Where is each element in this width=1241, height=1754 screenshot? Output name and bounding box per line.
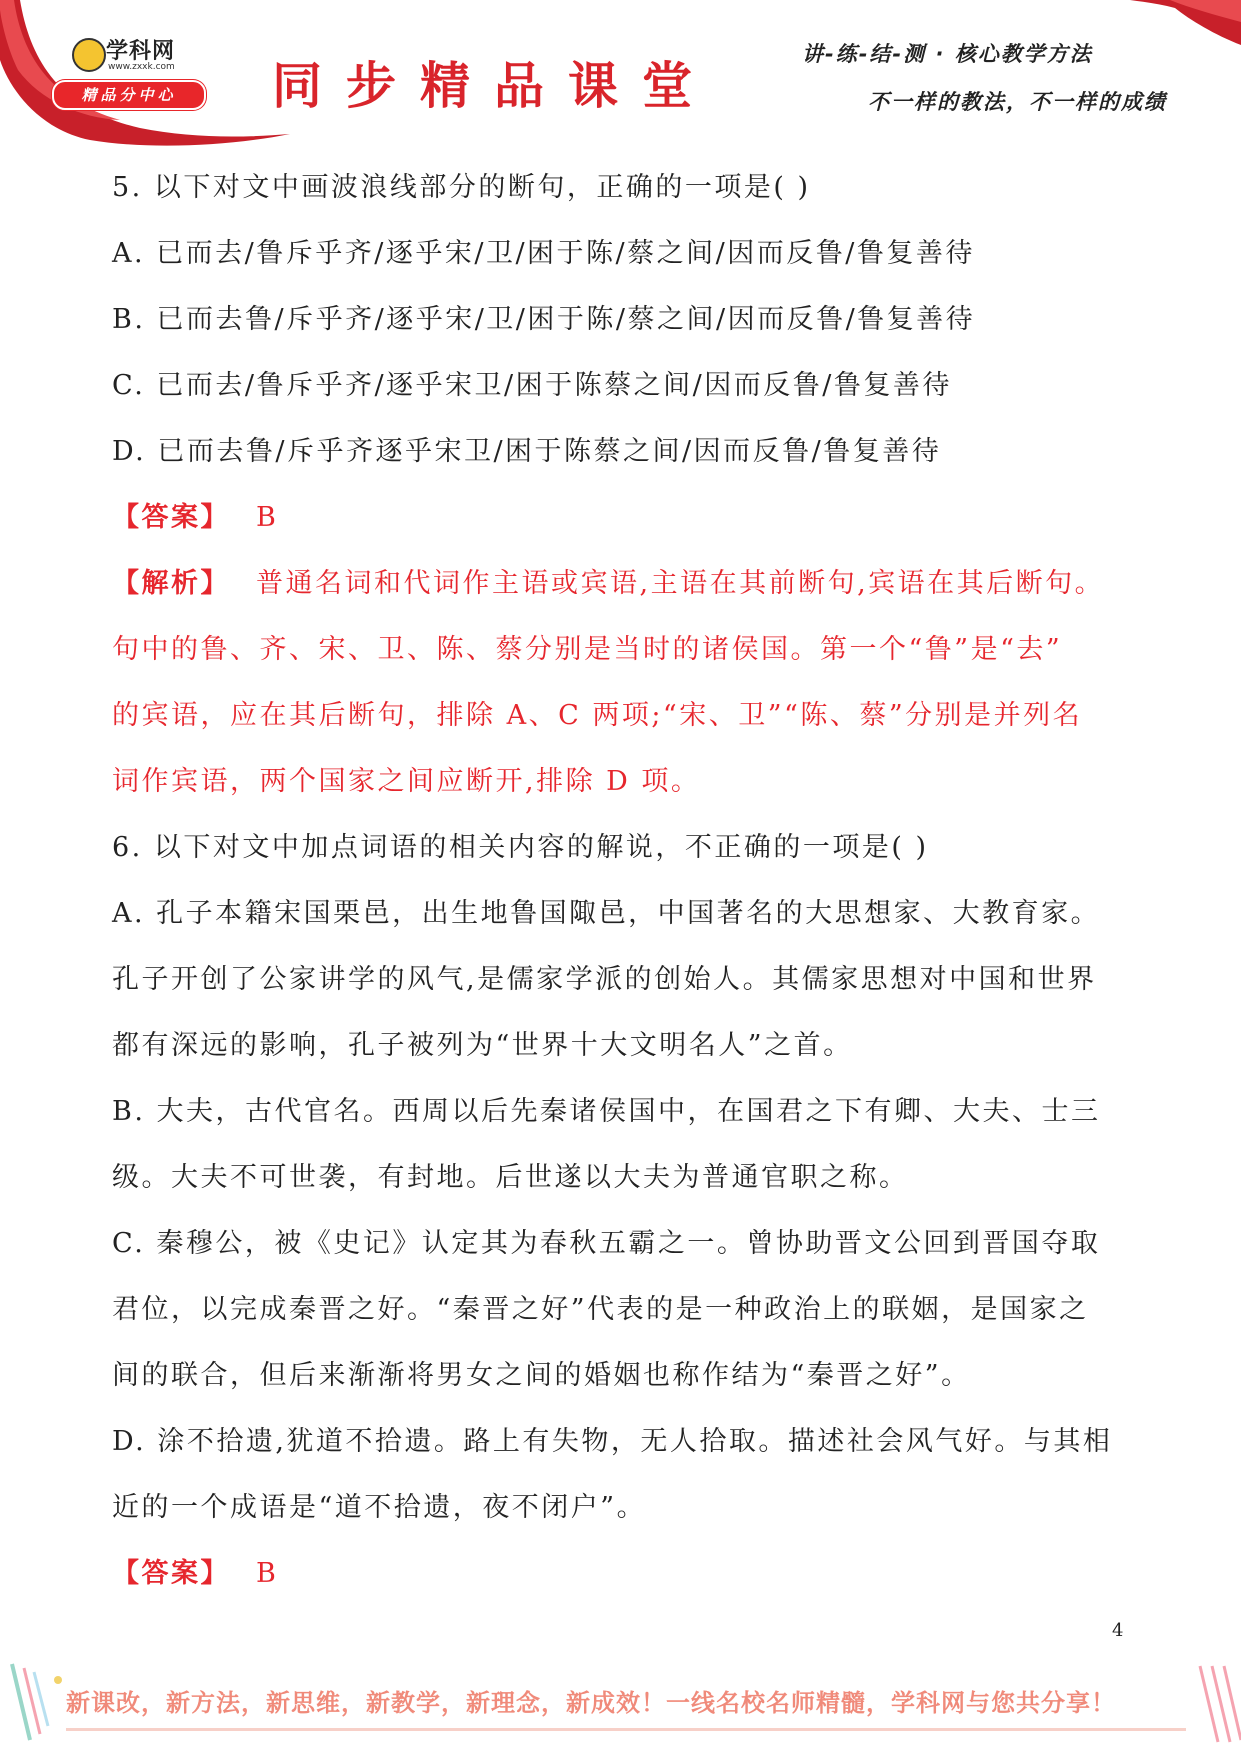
slogan-line-2: 不一样的教法，不一样的成绩	[868, 90, 1167, 114]
q5-answer: B	[256, 502, 279, 533]
logo-badge: 精品分中心	[52, 80, 206, 110]
q6-line-7: 君位，以完成秦晋之好。“秦晋之好”代表的是一种政治上的联姻，是国家之	[112, 1294, 1089, 1325]
q5-option-a: A. 已而去/鲁斥乎齐/逐乎宋/卫/困于陈/蔡之间/因而反鲁/鲁复善待	[112, 238, 975, 269]
q5-analysis-text-1: 普通名词和代词作主语或宾语,主语在其前断句,宾语在其后断句。	[256, 568, 1105, 599]
page-title: 同步精品课堂	[272, 57, 716, 115]
q6-line-2: 孔子开创了公家讲学的风气,是儒家学派的创始人。其儒家思想对中国和世界	[112, 964, 1097, 995]
q6-answer: B	[256, 1558, 279, 1589]
logo-name: 学科网	[106, 39, 176, 64]
q6-line-10: 近的一个成语是“道不拾遗，夜不闭户”。	[112, 1492, 647, 1523]
q6-line-8: 间的联合，但后来渐渐将男女之间的婚姻也称作结为“秦晋之好”。	[112, 1360, 971, 1391]
q6-answer-row	[112, 1541, 1132, 1607]
q5-option-d: D. 已而去鲁/斥乎齐逐乎宋卫/困于陈蔡之间/因而反鲁/鲁复善待	[112, 436, 942, 467]
q5-stem: 5. 以下对文中画波浪线部分的断句，正确的一项是( )	[112, 172, 811, 203]
q6-line-6: C. 秦穆公，被《史记》认定其为春秋五霸之一。曾协助晋文公回到晋国夺取	[112, 1228, 1101, 1259]
logo-url: www.zxxk.com	[108, 62, 175, 72]
q6-stem: 6. 以下对文中加点词语的相关内容的解说，不正确的一项是( )	[112, 832, 929, 863]
q6-line-3: 都有深远的影响，孔子被列为“世界十大文明名人”之首。	[112, 1030, 853, 1061]
footer-slogan: 新课改，新方法，新思维，新教学，新理念，新成效！一线名校名师精髓，学科网与您共分享！	[66, 1689, 1116, 1717]
document-body	[112, 155, 1132, 1607]
q6-line-1: A. 孔子本籍宋国栗邑，出生地鲁国陬邑，中国著名的大思想家、大教育家。	[112, 898, 1101, 929]
page-number: 4	[1112, 1620, 1124, 1641]
analysis-tag: 【解析】	[112, 568, 230, 599]
q5-analysis-line-2: 句中的鲁、齐、宋、卫、陈、蔡分别是当时的诸侯国。第一个“鲁”是“去”	[112, 634, 1063, 665]
q5-option-c: C. 已而去/鲁斥乎齐/逐乎宋卫/困于陈蔡之间/因而反鲁/鲁复善待	[112, 370, 952, 401]
mascot-icon	[72, 38, 106, 72]
q5-option-b: B. 已而去鲁/斥乎齐/逐乎宋/卫/困于陈/蔡之间/因而反鲁/鲁复善待	[112, 304, 976, 335]
answer-tag: 【答案】	[112, 1558, 230, 1589]
logo	[52, 30, 202, 110]
q5-analysis-line-1	[112, 551, 1132, 617]
q6-line-4: B. 大夫，古代官名。西周以后先秦诸侯国中，在国君之下有卿、大夫、士三	[112, 1096, 1101, 1127]
q6-line-9: D. 涂不拾遗,犹道不拾遗。路上有失物，无人拾取。描述社会风气好。与其相	[112, 1426, 1113, 1457]
q5-analysis-line-4: 词作宾语，两个国家之间应断开,排除 D 项。	[112, 766, 701, 797]
q5-answer-row	[112, 485, 1132, 551]
q6-line-5: 级。大夫不可世袭，有封地。后世遂以大夫为普通官职之称。	[112, 1162, 909, 1193]
slogan-line-1: 讲-练-结-测 · 核心教学方法	[802, 42, 1093, 66]
q5-analysis-line-3: 的宾语，应在其后断句，排除 A、C 两项;“宋、卫”“陈、蔡”分别是并列名	[112, 700, 1083, 731]
answer-tag: 【答案】	[112, 502, 230, 533]
